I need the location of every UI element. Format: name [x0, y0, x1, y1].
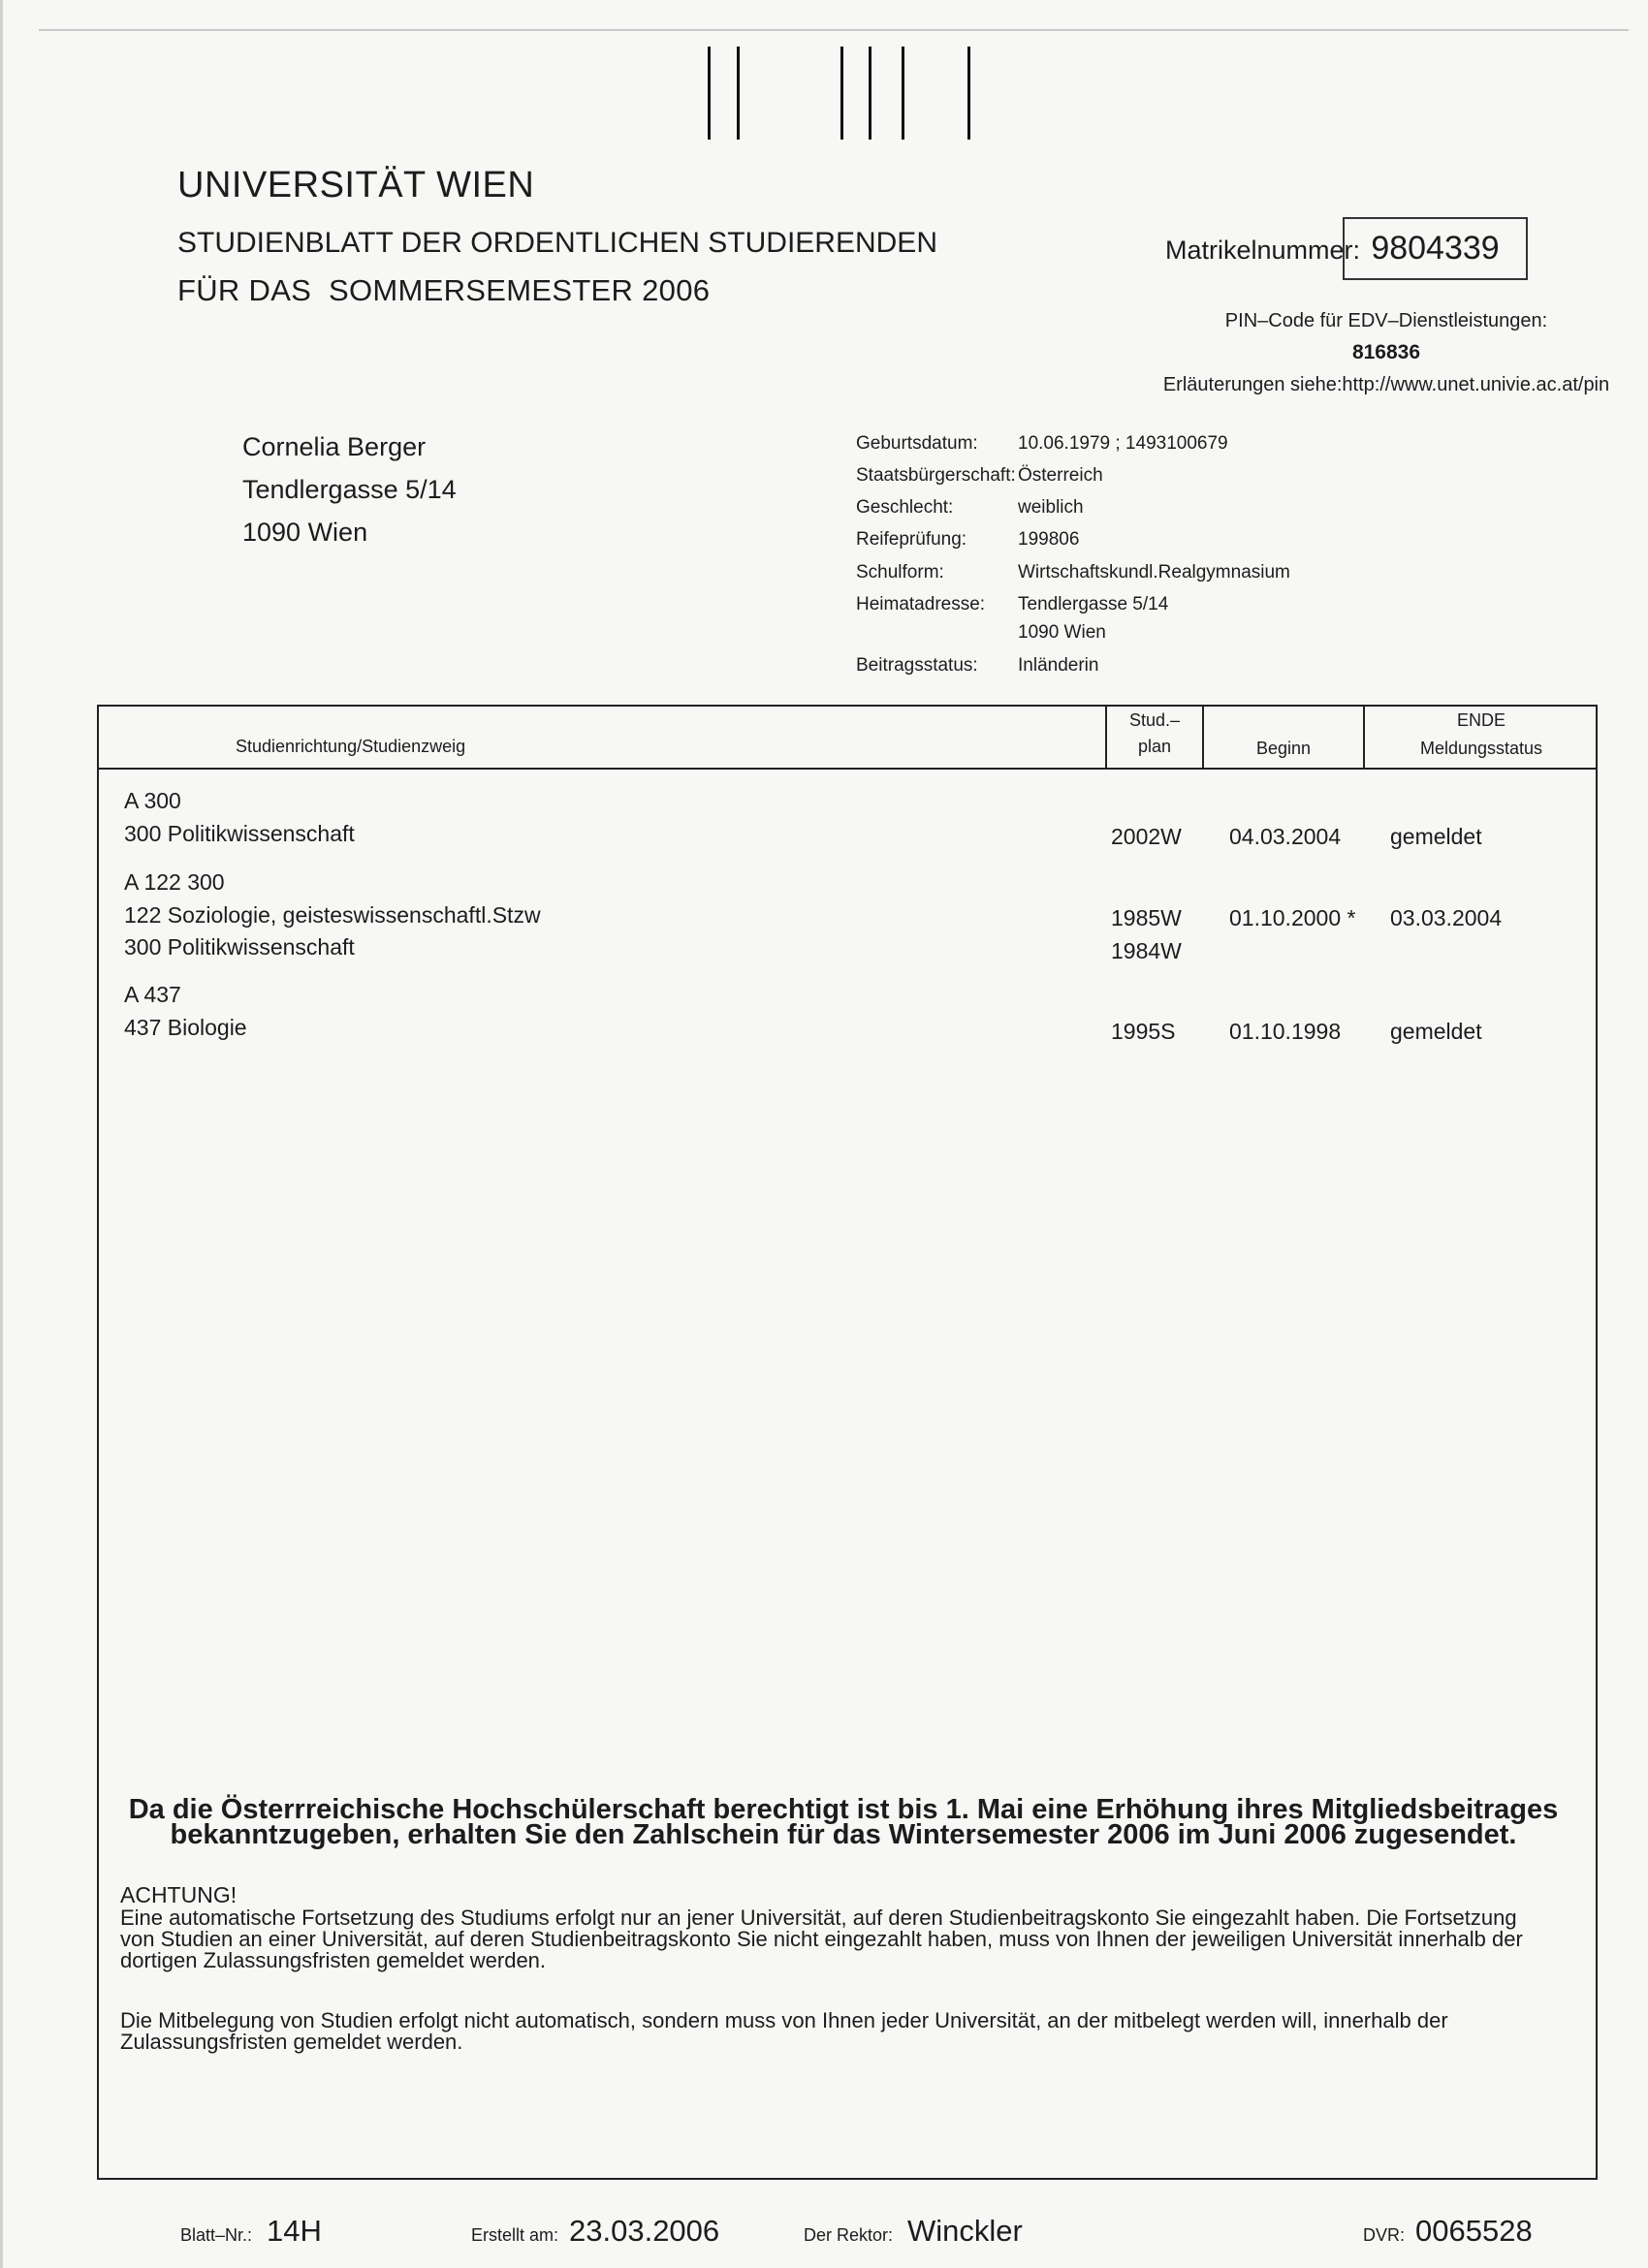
top-rule — [39, 29, 1629, 31]
personal-label: Schulform: — [856, 562, 944, 583]
personal-label: Heimatadresse: — [856, 594, 986, 614]
study-plan: 1985W — [1111, 905, 1182, 930]
personal-label: Geschlecht: — [856, 497, 954, 518]
document-title: STUDIENBLATT DER ORDENTLICHEN STUDIERENDEN — [177, 227, 937, 259]
personal-value: weiblich — [1018, 497, 1084, 518]
study-name: 300 Politikwissenschaft — [124, 934, 355, 960]
study-status: gemeldet — [1390, 1019, 1482, 1044]
study-code: A 300 — [124, 788, 181, 813]
dvr-label: DVR: — [1363, 2225, 1406, 2245]
pin-label: PIN–Code für EDV–Dienstleistungen: — [1224, 310, 1548, 331]
paragraph-line: Eine automatische Fortsetzung des Studiums erfolgt nur an jener Universität, auf deren Studienbeitragskonto Sie eingezahlt haben. Die Fortsetzung — [120, 1906, 1517, 1930]
header-plan: Stud.– — [1128, 710, 1181, 730]
paragraph-line: Zulassungsfristen gemeldet werden. — [120, 2030, 463, 2054]
study-code: A 437 — [124, 982, 181, 1007]
header-begin: Beginn — [1255, 739, 1312, 758]
personal-value: Österreich — [1018, 465, 1103, 486]
fee-notice-line: Da die Österrreichische Hochschülerschaft berechtigt ist bis 1. Mai eine Erhöhung ihres Mitgliedsbeitrages — [128, 1794, 1559, 1825]
paragraph-line: Die Mitbelegung von Studien erfolgt nicht automatisch, sondern muss von Ihnen jeder Universität, an der mitbelegt werden will, innerhalb der — [120, 2008, 1448, 2032]
address-street: Tendlergasse 5/14 — [242, 475, 457, 504]
university-title: UNIVERSITÄT WIEN — [177, 165, 535, 205]
semester-title: FÜR DAS SOMMERSEMESTER 2006 — [177, 273, 711, 307]
address-name: Cornelia Berger — [242, 432, 427, 461]
header-study: Studienrichtung/Studienzweig — [236, 737, 466, 756]
study-plan: 2002W — [1111, 824, 1182, 849]
fee-notice-line: bekanntzugeben, erhalten Sie den Zahlschein für das Wintersemester 2006 im Juni 2006 zugesendet. — [170, 1819, 1517, 1850]
personal-label: Beitragsstatus: — [856, 655, 978, 676]
header-plan: plan — [1137, 737, 1172, 756]
rector-label: Der Rektor: — [804, 2225, 894, 2245]
personal-label: Staatsbürgerschaft: — [856, 465, 1016, 486]
header-status: Meldungsstatus — [1419, 739, 1543, 758]
achtung-paragraph-2 — [120, 2010, 1584, 2053]
study-begin: 01.10.1998 — [1229, 1019, 1342, 1044]
study-plan: 1984W — [1111, 938, 1182, 963]
dvr-number: 0065528 — [1415, 2214, 1533, 2248]
personal-value: 1090 Wien — [1018, 622, 1106, 643]
blatt-label: Blatt–Nr.: — [180, 2225, 253, 2245]
achtung-title: ACHTUNG! — [120, 1882, 238, 1907]
personal-value: Wirtschaftskundl.Realgymnasium — [1018, 562, 1290, 583]
address-city: 1090 Wien — [242, 518, 368, 547]
personal-value: 10.06.1979 ; 1493100679 — [1018, 433, 1228, 454]
paragraph-line: dortigen Zulassungsfristen gemeldet werden. — [120, 1948, 547, 1972]
study-code: A 122 300 — [124, 869, 225, 895]
study-end: 03.03.2004 — [1390, 905, 1503, 930]
paragraph-line: von Studien an einer Universität, auf deren Studienbeitragskonto Sie nicht eingezahlt haben, muss von Ihnen der jeweiligen Universität innerhalb der — [120, 1927, 1523, 1951]
scan-edge — [0, 0, 3, 2268]
created-date: 23.03.2006 — [569, 2214, 720, 2248]
personal-value: Tendlergasse 5/14 — [1018, 594, 1169, 614]
study-name: 437 Biologie — [124, 1015, 247, 1040]
matrikel-number: 9804339 — [1343, 217, 1528, 280]
personal-label: Reifeprüfung: — [856, 529, 967, 550]
created-label: Erstellt am: — [471, 2225, 559, 2245]
pin-code: 816836 — [1351, 341, 1421, 363]
blatt-number: 14H — [267, 2214, 322, 2248]
study-name: 300 Politikwissenschaft — [124, 821, 355, 846]
header-end: ENDE — [1456, 710, 1505, 730]
study-status: gemeldet — [1390, 824, 1482, 849]
study-begin: 01.10.2000 * — [1229, 905, 1356, 930]
fee-notice — [126, 1794, 1561, 1850]
achtung-paragraph-1 — [120, 1907, 1584, 1971]
personal-value: Inländerin — [1018, 655, 1099, 676]
study-name: 122 Soziologie, geisteswissenschaftl.Stzw — [124, 902, 541, 928]
study-plan: 1995S — [1111, 1019, 1176, 1044]
personal-value: 199806 — [1018, 529, 1080, 550]
pin-info-link: Erläuterungen siehe:http://www.unet.univie.ac.at/pin — [1162, 374, 1610, 395]
rector-name: Winckler — [907, 2214, 1023, 2248]
matrikel-label: Matrikelnummer: — [1165, 236, 1361, 265]
barcode — [708, 47, 979, 140]
personal-label: Geburtsdatum: — [856, 433, 978, 454]
study-begin: 04.03.2004 — [1229, 824, 1342, 849]
table-header-rule — [97, 768, 1598, 770]
